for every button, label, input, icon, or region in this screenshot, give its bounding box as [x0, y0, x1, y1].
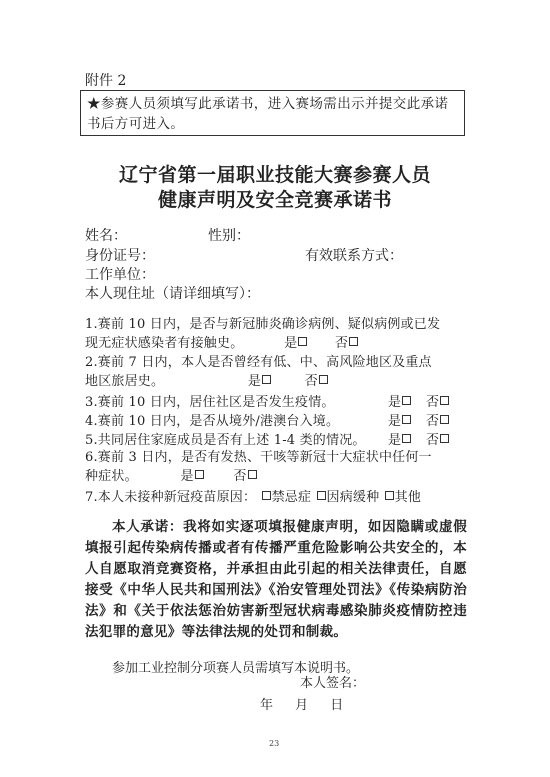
q2-yes-option[interactable]: 是 — [248, 374, 272, 389]
address-label: 本人现住址（请详细填写）： — [85, 286, 260, 302]
question-4: 4.赛前 10 日内，是否从境外/港澳台入境。 — [85, 414, 340, 429]
q5-yes-option[interactable]: 是 — [388, 429, 412, 448]
reason-illness-delay-option[interactable]: 因病缓种 — [316, 490, 380, 505]
reason-contraindication-option[interactable]: 禁忌症 — [261, 490, 312, 505]
checkbox-icon — [262, 375, 271, 384]
notice-box — [80, 90, 465, 136]
checkbox-icon — [402, 396, 411, 405]
question-2-line-1: 2.赛前 7 日内，本人是否曾经有低、中、高风险地区及重点 — [85, 355, 432, 370]
work-unit-label: 工作单位： — [85, 267, 155, 283]
checkbox-icon — [440, 415, 449, 424]
id-number-label: 身份证号： — [85, 248, 155, 264]
notice-line-1: ★参赛人员须填写此承诺书，进入赛场需出示并提交此承诺 — [87, 96, 449, 112]
page-number: 23 — [269, 739, 280, 748]
q1-yes-option[interactable]: 是 — [284, 336, 308, 351]
checkbox-icon — [385, 491, 394, 500]
checkbox-icon — [248, 470, 257, 479]
footnote: 参加工业控制分项赛人员需填写本说明书。 — [112, 661, 360, 676]
checkbox-icon — [402, 434, 411, 443]
q6-no-option[interactable]: 否 — [233, 469, 257, 484]
question-2-text: 地区旅居史。 — [85, 374, 165, 389]
date-label: 年 月 日 — [260, 698, 344, 713]
q6-yes-option[interactable]: 是 — [181, 469, 205, 484]
pledge-paragraph — [85, 517, 467, 643]
attachment-label: 附件 2 — [85, 73, 127, 89]
page-title-line-2: 健康声明及安全竞赛承诺书 — [157, 189, 392, 211]
notice-line-2: 书后方可进入。 — [87, 116, 185, 132]
reason-other-option[interactable]: 其他 — [384, 490, 421, 505]
name-label: 姓名： — [85, 228, 127, 244]
gender-label: 性别： — [208, 228, 250, 244]
checkbox-icon — [317, 491, 326, 500]
question-2 — [85, 353, 465, 391]
contact-label: 有效联系方式： — [305, 248, 403, 264]
checkbox-icon — [402, 415, 411, 424]
q1-no-option[interactable]: 否 — [335, 336, 359, 351]
question-1-line-2 — [85, 334, 465, 353]
question-2-line-2 — [85, 372, 465, 391]
q4-yes-option[interactable]: 是 — [388, 410, 412, 429]
question-6-line-2 — [85, 467, 465, 486]
question-5: 5.共同居住家庭成员是否有上述 1-4 类的情况。 — [85, 433, 366, 448]
checkbox-icon — [440, 396, 449, 405]
checkbox-icon — [349, 337, 358, 346]
question-3: 3.赛前 10 日内，居住社区是否发生疫情。 — [85, 395, 335, 410]
signature-label: 本人签名： — [300, 676, 366, 691]
question-1-line-1: 1.赛前 10 日内，是否与新冠肺炎确诊病例、疑似病例或已发 — [85, 317, 441, 332]
q3-no-option[interactable]: 否 — [426, 391, 450, 410]
checkbox-icon — [262, 491, 271, 500]
question-6-text: 种症状。 — [85, 469, 138, 484]
checkbox-icon — [298, 337, 307, 346]
question-6-line-1: 6.赛前 3 日内，是否有发热、干咳等新冠十大症状中任何一 — [85, 450, 432, 465]
question-7-text: 7.本人未接种新冠疫苗原因： — [85, 490, 257, 505]
pledge-body: 我将如实逐项填报健康声明，如因隐瞒或虚假填报引起传染病传播或者有传播严重危险影响公共安全的，本人自愿取消竞赛资格，并承担由此引起的相关法律责任，自愿接受《中华人民共和国刑法》《治安管理处罚法》《传染病防治法》和《关于依法惩治妨害新型冠状病毒感染肺炎疫情防控违法犯罪的意见》等法律法规的处罚和制裁。 — [85, 519, 468, 640]
checkbox-icon — [440, 434, 449, 443]
page-title-line-1: 辽宁省第一届职业技能大赛参赛人员 — [118, 164, 431, 186]
checkbox-icon — [195, 470, 204, 479]
question-6 — [85, 448, 465, 486]
q2-no-option[interactable]: 否 — [305, 374, 329, 389]
checkbox-icon — [319, 375, 328, 384]
q5-no-option[interactable]: 否 — [426, 429, 450, 448]
pledge-lead: 本人承诺： — [112, 519, 184, 535]
question-1 — [85, 315, 465, 353]
q3-yes-option[interactable]: 是 — [388, 391, 412, 410]
question-7 — [85, 486, 421, 505]
question-1-text: 现无症状感染者有接触史。 — [85, 336, 244, 351]
q4-no-option[interactable]: 否 — [426, 410, 450, 429]
